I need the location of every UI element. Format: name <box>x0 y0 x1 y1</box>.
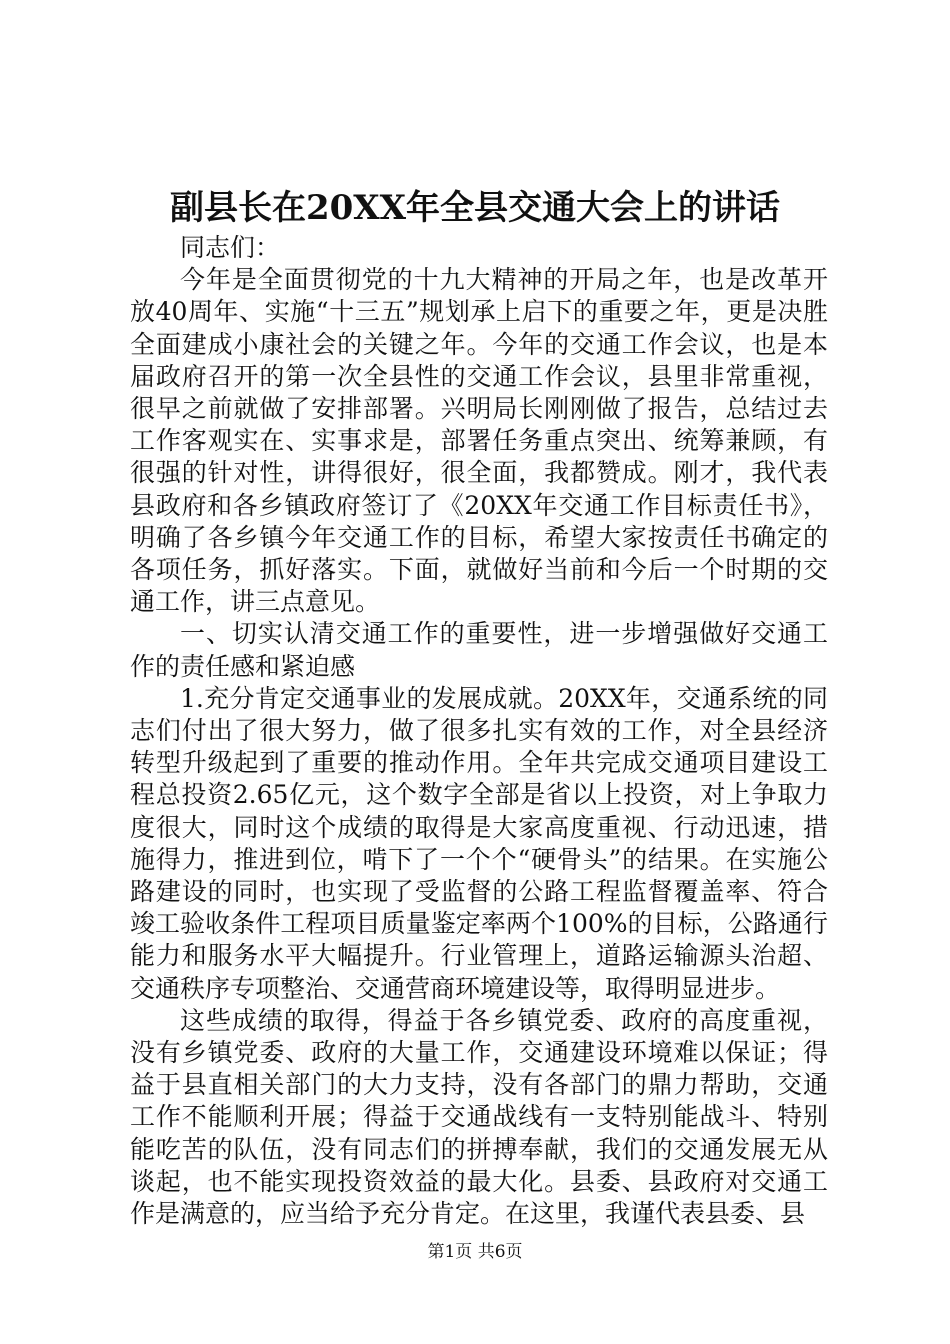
achievements-paragraph: 1.充分肯定交通事业的发展成就。20XX年，交通系统的同志们付出了很大努力，做了很多扎实有效的工作，对全县经济转型升级起到了重要的推动作用。全年共完成交通项目建设工程总投资2.65亿元，这个数字全部是省以上投资，对上争取力度很大，同时这个成绩的取得是大家高度重视、行动迅速，措施得力，推进到位，啃下了一个个“硬骨头”的结果。在实施公路建设的同时，也实现了受监督的公路工程监督覆盖率、符合竣工验收条件工程项目质量鉴定率两个100%的目标，公路通行能力和服务水平大幅提升。行业管理上，道路运输源头治超、交通秩序专项整治、交通营商环境建设等，取得明显进步。 <box>130 683 828 1003</box>
document-title: 副县长在20XX年全县交通大会上的讲话 <box>169 188 781 228</box>
acknowledgement-paragraph: 这些成绩的取得，得益于各乡镇党委、政府的高度重视，没有乡镇党委、政府的大量工作，交通建设环境难以保证；得益于县直相关部门的大力支持，没有各部门的鼎力帮助，交通工作不能顺利开展；得益于交通战线有一支特别能战斗、特别能吃苦的队伍，没有同志们的拼搏奉献，我们的交通发展无从谈起，也不能实现投资效益的最大化。县委、县政府对交通工作是满意的，应当给予充分肯定。在这里，我谨代表县委、县 <box>130 1005 828 1229</box>
document-body <box>130 232 828 1230</box>
salutation-paragraph: 同志们： <box>180 233 281 262</box>
page-footer: 第1页 共6页 <box>427 1242 523 1262</box>
section-heading: 一、切实认清交通工作的重要性，进一步增强做好交通工作的责任感和紧迫感 <box>130 619 828 681</box>
intro-paragraph: 今年是全面贯彻党的十九大精神的开局之年，也是改革开放40周年、实施“十三五”规划承上启下的重要之年，更是决胜全面建成小康社会的关键之年。今年的交通工作会议，也是本届政府召开的第一次全县性的交通工作会议，县里非常重视，很早之前就做了安排部署。兴明局长刚刚做了报告，总结过去工作客观实在、实事求是，部署任务重点突出、统筹兼顾，有很强的针对性，讲得很好，很全面，我都赞成。刚才，我代表县政府和各乡镇政府签订了《20XX年交通工作目标责任书》，明确了各乡镇今年交通工作的目标，希望大家按责任书确定的各项任务，抓好落实。下面，就做好当前和今后一个时期的交通工作，讲三点意见。 <box>130 265 828 617</box>
